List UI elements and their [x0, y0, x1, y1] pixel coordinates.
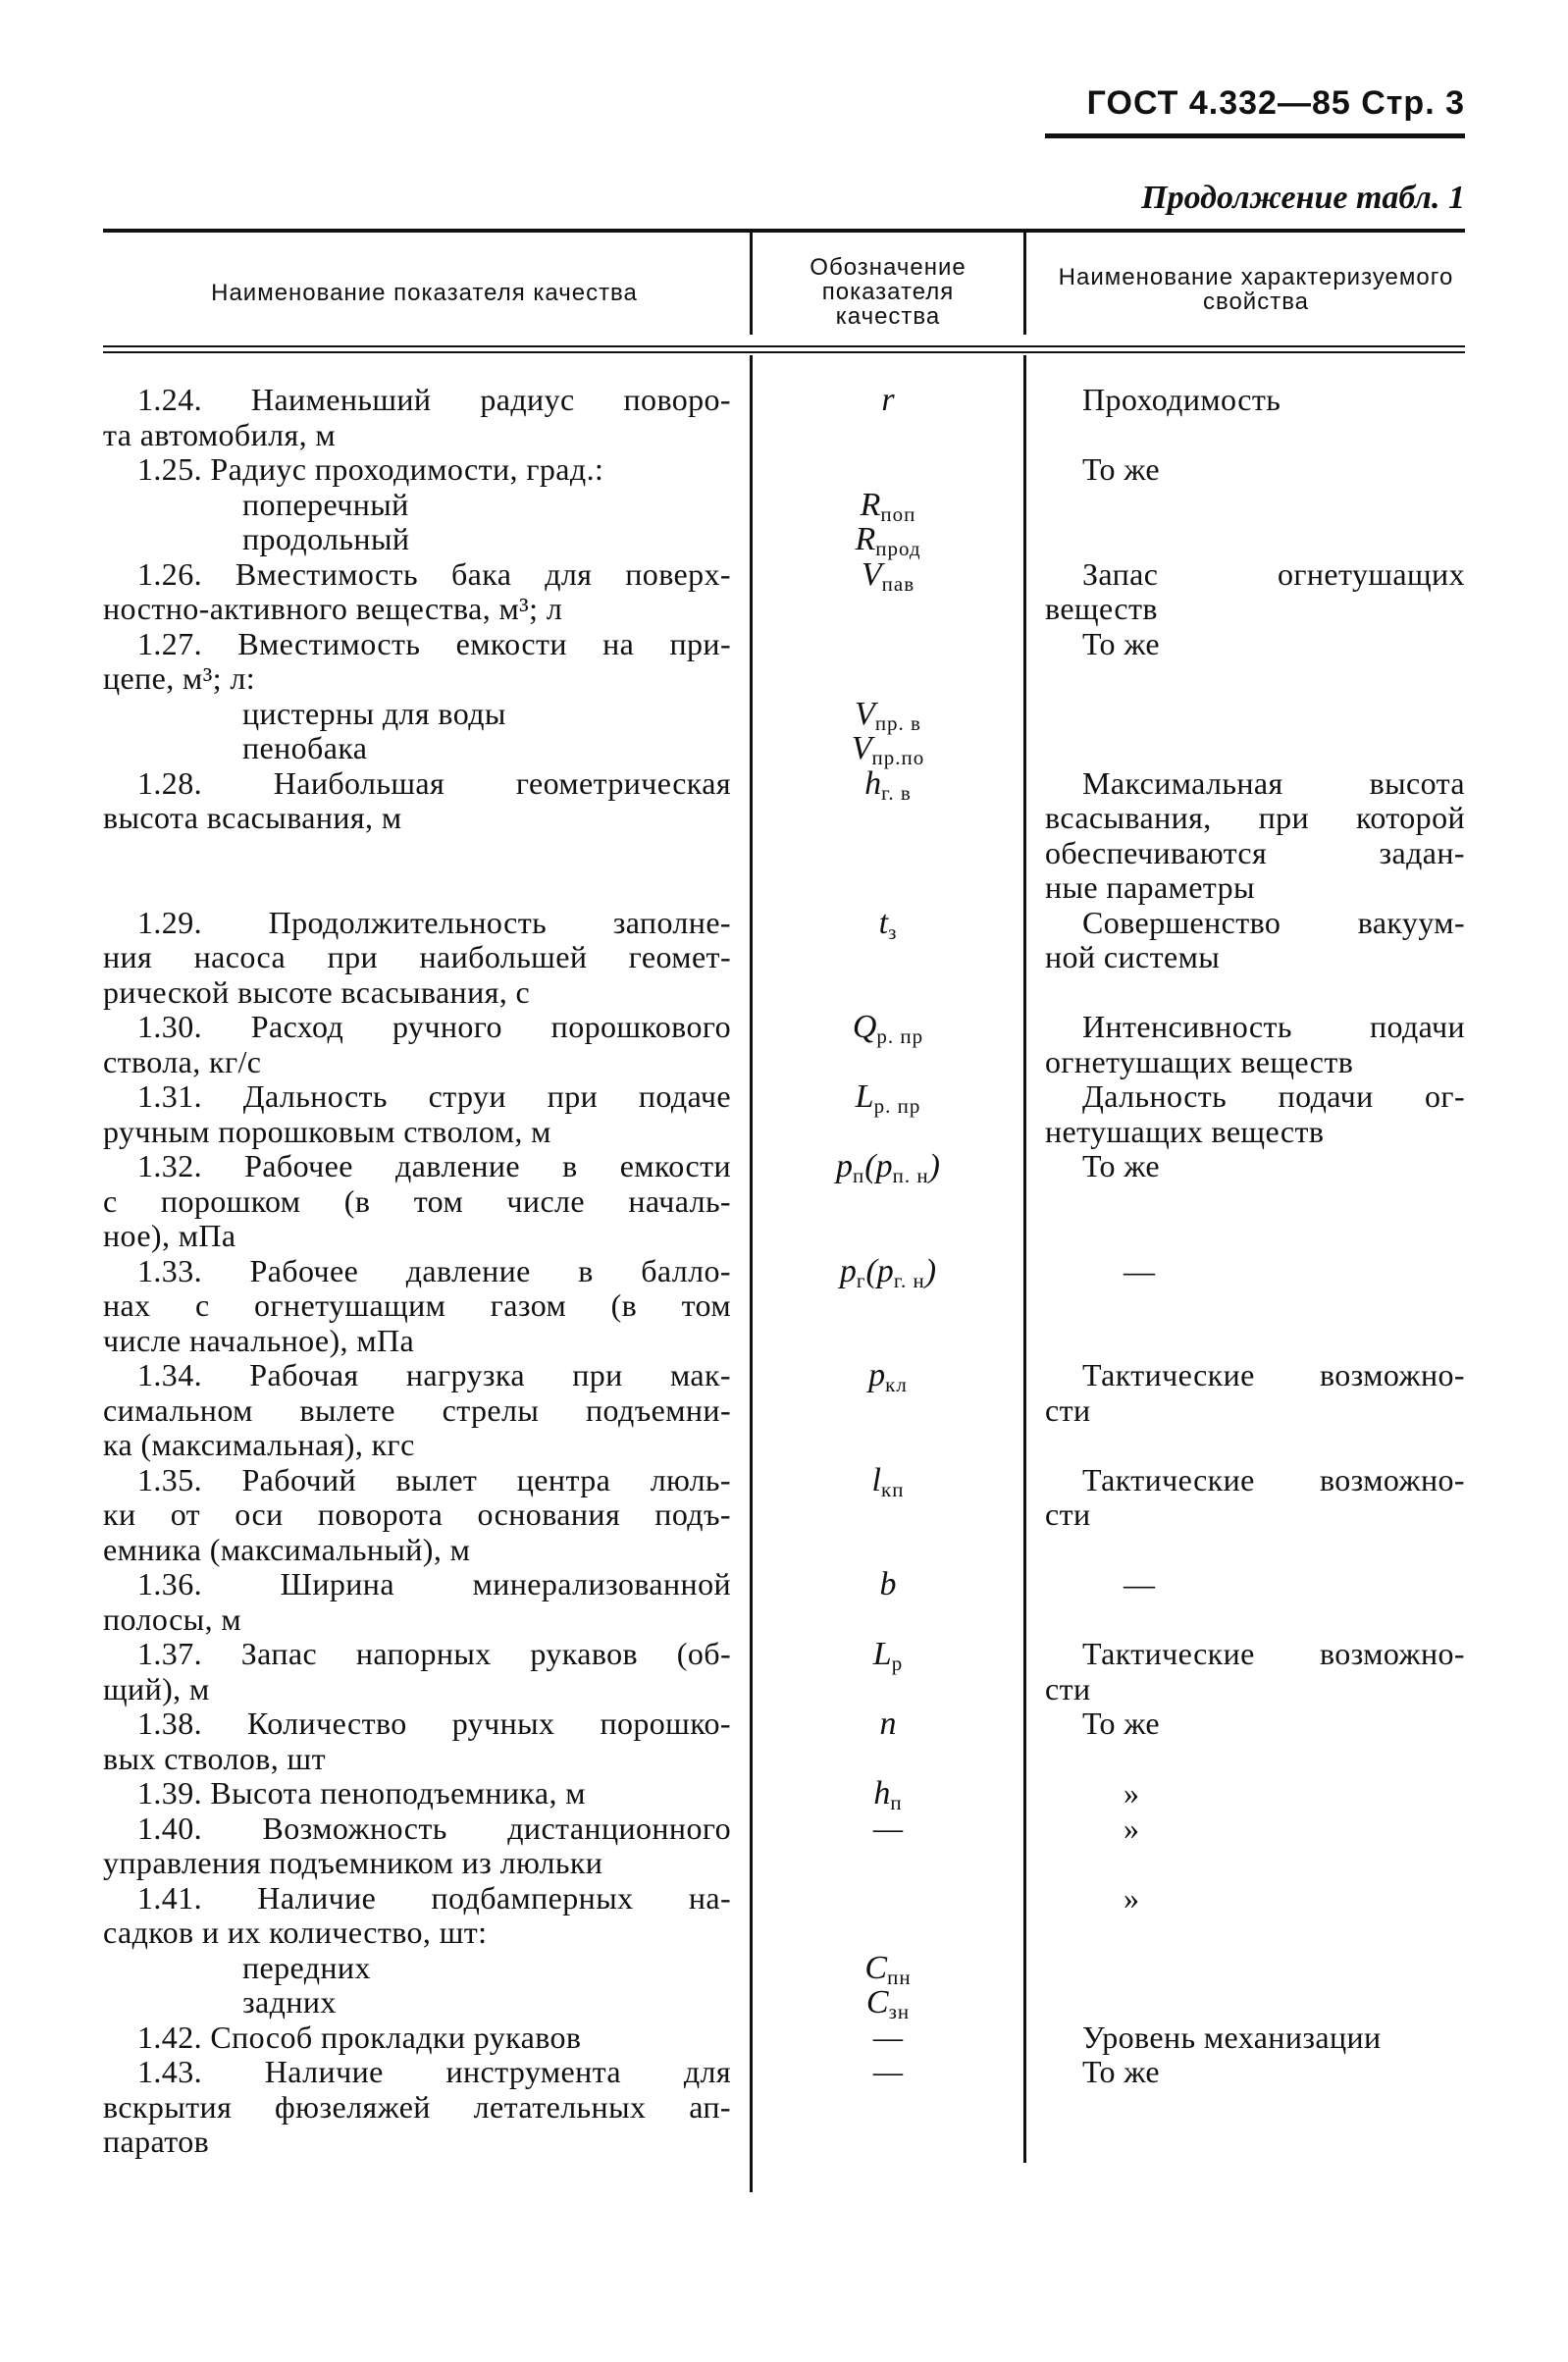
indicator-symbol: [751, 1811, 1025, 1847]
characterized-property: [1045, 1463, 1465, 1533]
symbol-subscript: г: [856, 1268, 866, 1292]
indicator-name-line: ка (максимальная), кгс: [103, 1427, 415, 1462]
indicator-symbol: [751, 1706, 1025, 1742]
property-line: огнетушащих веществ: [1045, 1043, 1354, 1079]
indicator-name-line: щий), м: [103, 1670, 210, 1706]
symbol-line: [751, 1567, 1025, 1602]
property-line: »: [1124, 1810, 1140, 1846]
header-divider-2: [1023, 233, 1026, 335]
property-line: Максимальная высота: [1082, 764, 1465, 801]
property-line: Запас огнетушащих: [1082, 555, 1465, 592]
symbol-line: [751, 2021, 1025, 2056]
indicator-name-line: цепе, м³; л:: [103, 660, 256, 696]
indicator-name-line: 1.39. Высота пеноподъемника, м: [137, 1775, 586, 1811]
symbol-base: V: [861, 555, 882, 593]
symbol-line: [751, 1706, 1025, 1742]
characterized-property: [1045, 383, 1465, 418]
property-line: Тактические возможно-: [1082, 1636, 1465, 1671]
indicator-symbol: [751, 764, 1025, 805]
symbol-line: [751, 1949, 1025, 1989]
indicator-symbol: [751, 383, 1025, 418]
symbol-base: Q: [852, 1009, 877, 1045]
indicator-name-line: 1.26. Вместимость бака для поверх-: [137, 555, 731, 592]
indicator-name-line: 1.29. Продолжительность заполне-: [137, 904, 731, 940]
symbol-base: L: [855, 1078, 874, 1115]
symbol-subscript: кл: [885, 1373, 908, 1396]
indicator-symbol: [751, 1252, 1025, 1292]
indicator-name-line: нах с огнетушащим газом (в том: [103, 1287, 731, 1323]
indicator-name: [103, 383, 731, 452]
indicator-name: [103, 1811, 731, 1881]
property-line: обеспечиваются задан-: [1045, 834, 1465, 870]
indicator-name: [103, 2055, 731, 2160]
characterized-property: [1045, 906, 1465, 975]
symbol-subscript: пн: [887, 1965, 912, 1989]
characterized-property: [1045, 1706, 1465, 1742]
characterized-property: [1045, 1881, 1465, 1916]
symbol-base: h: [873, 1775, 891, 1811]
characterized-property: [1045, 1811, 1465, 1847]
symbol-base: L: [872, 1636, 892, 1672]
indicator-name-line: 1.40. Возможность дистанционного: [137, 1810, 731, 1846]
column-header-symbol: Обозначение показателя качества: [810, 254, 967, 331]
characterized-property: [1045, 1567, 1465, 1602]
characterized-property: [1045, 1637, 1465, 1706]
symbol-line: [751, 695, 1025, 735]
characterized-property: [1045, 766, 1465, 906]
symbol-base: n: [879, 1706, 897, 1742]
indicator-name: [103, 1776, 731, 1811]
symbol-subscript: р. пр: [873, 1094, 921, 1118]
indicator-name: [103, 1881, 731, 2021]
page-header-title: ГОСТ 4.332—85 Стр. 3: [1086, 84, 1465, 122]
property-line: ные параметры: [1045, 869, 1255, 905]
indicator-name-line: симальном вылете стрелы подъемни-: [103, 1391, 731, 1428]
property-line: То же: [1082, 451, 1161, 487]
characterized-property: [1045, 1079, 1465, 1149]
indicator-symbol: [751, 1009, 1025, 1048]
symbol-base: (p: [865, 1252, 894, 1289]
indicator-name-line: 1.35. Рабочий вылет центра люль-: [137, 1461, 731, 1497]
indicator-name-line: 1.33. Рабочее давление в балло-: [137, 1252, 731, 1288]
indicator-name-line: с порошком (в том числе началь-: [103, 1182, 731, 1219]
property-line: нетушащих веществ: [1045, 1113, 1325, 1149]
symbol-subscript: п: [890, 1791, 903, 1814]
indicator-name-line: паратов: [103, 2124, 210, 2159]
property-line: Проходимость: [1082, 382, 1281, 417]
symbol-line: [751, 1252, 1025, 1292]
property-line: сти: [1045, 1391, 1091, 1428]
symbol-line: [751, 383, 1025, 418]
symbol-subscript: г. н: [893, 1268, 925, 1292]
symbol-base: h: [864, 764, 882, 802]
indicator-symbol: [751, 904, 1025, 944]
indicator-name-line: 1.30. Расход ручного порошкового: [137, 1009, 731, 1044]
indicator-name-line: та автомобиля, м: [103, 416, 337, 452]
indicator-name: [103, 2021, 731, 2056]
characterized-property: [1045, 1254, 1465, 1289]
symbol-subscript: п: [853, 1164, 865, 1187]
symbol-line: [751, 1916, 1025, 1951]
symbol-line: [751, 1461, 1025, 1501]
property-line: Совершенство вакуум-: [1082, 904, 1465, 940]
symbol-line: [751, 1881, 1025, 1916]
symbol-base: C: [864, 1949, 888, 1986]
indicator-symbol: [751, 1775, 1025, 1814]
table-header-rule-2: [103, 351, 1465, 353]
indicator-name: [103, 1010, 731, 1079]
property-line: »: [1124, 1775, 1140, 1811]
indicator-name-line: вых стволов, шт: [103, 1740, 326, 1776]
symbol-base: V: [855, 695, 875, 732]
characterized-property: [1045, 2021, 1465, 2056]
column-header-property: Наименование характеризуемого свойства: [1058, 264, 1454, 316]
symbol-line: [751, 1636, 1025, 1675]
indicator-name-line: 1.41. Наличие подбамперных на-: [137, 1879, 731, 1916]
indicator-name-line: 1.42. Способ прокладки рукавов: [137, 2019, 582, 2055]
indicator-symbol: [751, 1461, 1025, 1501]
indicator-name: [103, 627, 731, 766]
indicator-name-line: 1.38. Количество ручных порошко-: [137, 1706, 731, 1741]
indicator-name: [103, 1149, 731, 1254]
indicator-symbol: [751, 555, 1025, 596]
indicator-name-line: 1.37. Запас напорных рукавов (об-: [137, 1636, 731, 1671]
property-line: То же: [1082, 1706, 1161, 1741]
characterized-property: [1045, 1010, 1465, 1079]
symbol-line: [751, 730, 1025, 769]
indicator-name-line: 1.32. Рабочее давление в емкости: [137, 1148, 731, 1183]
symbol-base: R: [860, 486, 881, 523]
property-line: »: [1124, 1879, 1140, 1916]
indicator-symbol: [751, 627, 1025, 769]
table-header-rule-1: [103, 345, 1465, 347]
header-rule: [1045, 133, 1465, 138]
characterized-property: [1045, 1149, 1465, 1184]
symbol-line: [751, 1148, 1025, 1187]
indicator-name-line: 1.43. Наличие инструмента для: [137, 2054, 731, 2089]
symbol-subscript: прод: [875, 537, 921, 560]
symbol-line: [751, 1811, 1025, 1847]
symbol-base: —: [872, 2054, 904, 2090]
indicator-name-line: числе начальное), мПа: [103, 1322, 415, 1358]
indicator-name: [103, 766, 731, 836]
symbol-base: R: [855, 521, 876, 557]
property-line: То же: [1082, 625, 1161, 661]
indicator-name-line: 1.31. Дальность струи при подаче: [137, 1078, 731, 1114]
symbol-base: C: [865, 1984, 889, 2021]
symbol-subscript: р: [891, 1652, 904, 1675]
indicator-name-line: ствола, кг/с: [103, 1043, 262, 1079]
indicator-name: [103, 1254, 731, 1359]
characterized-property: [1045, 627, 1465, 662]
indicator-name-line: емника (максимальный), м: [103, 1531, 471, 1567]
property-line: сти: [1045, 1670, 1091, 1706]
symbol-line: [751, 521, 1025, 560]
indicator-name-line: высота всасывания, м: [103, 800, 402, 835]
indicator-name-line: 1.24. Наименьший радиус поворо-: [137, 382, 731, 417]
indicator-name: [103, 1637, 731, 1706]
indicator-name: [103, 452, 731, 557]
indicator-name-line: ностно-активного вещества, м³; л: [103, 591, 563, 626]
characterized-property: [1045, 2055, 1465, 2090]
symbol-base: —: [872, 1810, 904, 1847]
indicator-name-line: вскрытия фюзеляжей летательных ап-: [103, 2088, 731, 2125]
characterized-property: [1045, 557, 1465, 627]
symbol-base: l: [871, 1461, 881, 1498]
symbol-subscript: п. н: [892, 1164, 929, 1187]
indicator-symbol: [751, 1567, 1025, 1602]
property-line: Тактические возможно-: [1082, 1461, 1465, 1497]
indicator-name: [103, 557, 731, 627]
indicator-name-line: поперечный: [242, 486, 409, 522]
indicator-name-line: ки от оси поворота основания подъ-: [103, 1496, 731, 1532]
column-header-name: Наименование показателя качества: [211, 280, 638, 306]
property-line: веществ: [1045, 591, 1158, 626]
symbol-base: p: [836, 1148, 854, 1184]
indicator-name-line: ное), мПа: [103, 1218, 236, 1253]
indicator-name-line: 1.27. Вместимость емкости на при-: [137, 625, 731, 661]
symbol-subscript: г. в: [881, 780, 912, 805]
indicator-name-line: управления подъемником из люльки: [103, 1845, 603, 1880]
symbol-base: r: [881, 382, 895, 418]
symbol-line: [751, 486, 1025, 526]
property-line: —: [1124, 1252, 1156, 1288]
symbol-base: ): [928, 1148, 940, 1184]
symbol-base: ): [924, 1252, 937, 1289]
symbol-base: t: [878, 904, 889, 941]
indicator-name-line: передних: [242, 1949, 371, 1985]
symbol-subscript: р. пр: [876, 1024, 924, 1048]
symbol-line: [751, 764, 1025, 805]
indicator-name-line: рической высоте всасывания, с: [103, 973, 531, 1010]
indicator-name: [103, 1463, 731, 1568]
property-line: сти: [1045, 1496, 1091, 1532]
property-line: Дальность подачи ог-: [1082, 1078, 1465, 1114]
table-continuation-label: Продолжение табл. 1: [1141, 180, 1465, 216]
symbol-subscript: пр.по: [871, 746, 925, 769]
indicator-name-line: 1.28. Наибольшая геометрическая: [137, 764, 731, 801]
symbol-base: V: [851, 730, 872, 766]
symbol-line: [751, 2055, 1025, 2090]
symbol-line: [751, 1357, 1025, 1396]
property-line: То же: [1082, 1148, 1161, 1183]
header-divider-1: [750, 233, 753, 335]
symbol-line: [751, 1775, 1025, 1814]
characterized-property: [1045, 1358, 1465, 1428]
indicator-name-line: 1.36. Ширина минерализованной: [137, 1566, 731, 1601]
symbol-subscript: поп: [880, 501, 916, 526]
indicator-symbol: [751, 1357, 1025, 1396]
symbol-base: b: [879, 1566, 897, 1602]
indicator-symbol: [751, 452, 1025, 560]
indicator-symbol: [751, 1078, 1025, 1118]
characterized-property: [1045, 452, 1465, 488]
symbol-line: [751, 1009, 1025, 1048]
property-line: То же: [1082, 2054, 1161, 2089]
symbol-subscript: з: [888, 919, 898, 944]
indicator-name-line: цистерны для воды: [242, 695, 506, 731]
symbol-base: p: [868, 1357, 886, 1393]
property-line: Интенсивность подачи: [1082, 1009, 1465, 1044]
indicator-symbol: [751, 1881, 1025, 2021]
symbol-subscript: кп: [881, 1477, 905, 1501]
indicator-name-line: продольный: [242, 521, 410, 556]
indicator-name: [103, 1358, 731, 1463]
indicator-symbol: [751, 2055, 1025, 2090]
indicator-name: [103, 1079, 731, 1149]
indicator-name-line: задних: [242, 1984, 337, 2020]
symbol-subscript: пав: [881, 571, 915, 596]
indicator-name-line: садков и их количество, шт:: [103, 1915, 488, 1950]
symbol-base: —: [872, 2019, 904, 2056]
symbol-line: [751, 1078, 1025, 1118]
table-top-rule: [103, 229, 1465, 233]
symbol-line: [751, 661, 1025, 697]
property-line: Уровень механизации: [1082, 2019, 1382, 2055]
indicator-name: [103, 1567, 731, 1637]
indicator-name: [103, 906, 731, 1011]
indicator-name-line: пенобака: [242, 730, 368, 765]
indicator-symbol: [751, 1636, 1025, 1675]
symbol-subscript: пр. в: [874, 710, 921, 735]
symbol-line: [751, 627, 1025, 662]
indicator-name-line: 1.25. Радиус проходимости, град.:: [137, 451, 604, 487]
property-line: Тактические возможно-: [1082, 1357, 1465, 1392]
indicator-symbol: [751, 2021, 1025, 2056]
property-line: ной системы: [1045, 939, 1221, 974]
symbol-base: p: [839, 1252, 857, 1289]
symbol-subscript: зн: [888, 2000, 911, 2023]
indicator-symbol: [751, 1148, 1025, 1187]
property-line: —: [1124, 1566, 1156, 1601]
indicator-name-line: ния насоса при наибольшей геомет-: [103, 939, 731, 974]
symbol-line: [751, 555, 1025, 596]
symbol-line: [751, 452, 1025, 488]
indicator-name-line: полосы, м: [103, 1601, 242, 1637]
symbol-line: [751, 1985, 1025, 2021]
symbol-base: (p: [864, 1148, 893, 1184]
characterized-property: [1045, 1776, 1465, 1811]
property-line: всасывания, при которой: [1045, 800, 1465, 835]
indicator-name-line: 1.34. Рабочая нагрузка при мак-: [137, 1357, 731, 1392]
symbol-line: [751, 904, 1025, 944]
indicator-name: [103, 1706, 731, 1776]
indicator-name-line: ручным порошковым стволом, м: [103, 1113, 551, 1149]
